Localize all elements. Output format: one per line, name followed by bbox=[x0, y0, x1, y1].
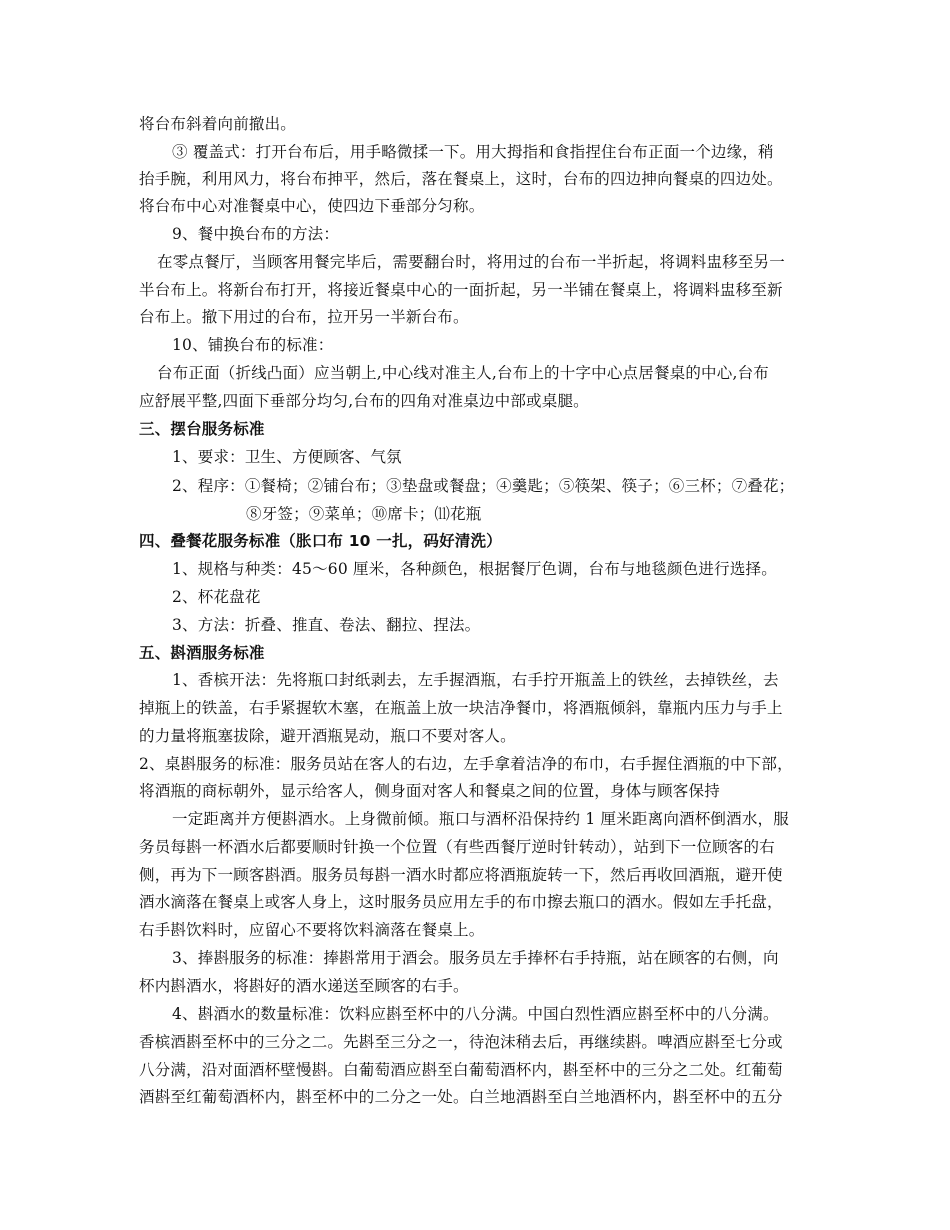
paragraph-line: ③ 覆盖式：打开台布后，用手略微揉一下。用大拇指和食指捏住台布正面一个边缘，稍 bbox=[172, 143, 774, 161]
paragraph-line: 应舒展平整,四面下垂部分均匀,台布的四角对准桌边中部或桌腿。 bbox=[139, 392, 589, 410]
paragraph-line: 在零点餐厅，当顾客用餐完毕后，需要翻台时，将用过的台布一半折起，将调料盅移至另一 bbox=[157, 253, 786, 271]
paragraph-line: 杯内斟酒水，将斟好的酒水递送至顾客的右手。 bbox=[139, 977, 469, 995]
list-item: 2、程序：①餐椅；②铺台布；③垫盘或餐盘；④羹匙；⑤筷架、筷子；⑥三杯；⑦叠花； bbox=[172, 477, 795, 495]
paragraph-line: 半台布上。将新台布打开，将接近餐桌中心的一面折起，另一半铺在餐桌上，将调料盅移至新 bbox=[139, 281, 783, 299]
paragraph-line: 掉瓶上的铁盖，右手紧握软木塞，在瓶盖上放一块洁净餐巾，将酒瓶倾斜，靠瓶内压力与手上 bbox=[139, 699, 783, 717]
paragraph-line: 将台布中心对准餐桌中心，使四边下垂部分匀称。 bbox=[139, 197, 485, 215]
paragraph-line: 2、桌斟服务的标准：服务员站在客人的右边，左手拿着洁净的布巾，右手握住酒瓶的中下部， bbox=[139, 755, 793, 773]
subsection-heading: 10、铺换台布的标准： bbox=[172, 336, 334, 354]
paragraph-line: 务员每斟一杯酒水后都要顺时针换一个位置（有些西餐厅逆时针转动），站到下一位顾客的右 bbox=[139, 838, 775, 856]
section-heading: 四、叠餐花服务标准（胀口布 10 一扎，码好清洗） bbox=[139, 532, 502, 550]
paragraph-line: 4、斟酒水的数量标准：饮料应斟至杯中的八分满。中国白烈性酒应斟至杯中的八分满。 bbox=[172, 1005, 779, 1023]
paragraph-line: 香槟酒斟至杯中的三分之二。先斟至三分之一，待泡沫稍去后，再继续斟。啤酒应斟至七分或 bbox=[139, 1033, 783, 1051]
paragraph-line: 的力量将瓶塞拔除，避开酒瓶晃动，瓶口不要对客人。 bbox=[139, 727, 516, 745]
paragraph-line: 3、捧斟服务的标准：捧斟常用于酒会。服务员左手捧杯右手持瓶，站在顾客的右侧，向 bbox=[172, 949, 779, 967]
paragraph-line: 酒斟至红葡萄酒杯内，斟至杯中的二分之一处。白兰地酒斟至白兰地酒杯内，斟至杯中的五分 bbox=[139, 1088, 783, 1106]
paragraph-line: 八分满，沿对面酒杯壁慢斟。白葡萄酒应斟至白葡萄酒杯内，斟至杯中的三分之二处。红葡萄 bbox=[139, 1061, 783, 1079]
paragraph-line: 将台布斜着向前撤出。 bbox=[139, 115, 297, 133]
paragraph-line: 将酒瓶的商标朝外，显示给客人，侧身面对客人和餐桌之间的位置，身体与顾客保持 bbox=[139, 782, 720, 800]
paragraph-line: 一定距离并方便斟酒水。上身微前倾。瓶口与酒杯沿保持约 1 厘米距离向酒杯倒酒水，服 bbox=[172, 810, 789, 828]
paragraph-line: 右手斟饮料时，应留心不要将饮料滴落在餐桌上。 bbox=[139, 921, 485, 939]
paragraph-line: 抬手腕，利用风力，将台布抻平，然后，落在餐桌上，这时，台布的四边抻向餐桌的四边处。 bbox=[139, 170, 783, 188]
list-item-continuation: ⑧牙签；⑨菜单；⑩席卡；⑾花瓶 bbox=[246, 505, 482, 523]
section-heading: 五、斟酒服务标准 bbox=[139, 644, 265, 662]
paragraph-line: 侧，再为下一顾客斟酒。服务员每斟一酒水时都应将酒瓶旋转一下，然后再收回酒瓶，避开使 bbox=[139, 866, 783, 884]
list-item: 1、规格与种类：45～60 厘米，各种颜色，根据餐厅色调，台布与地毯颜色进行选择。 bbox=[172, 560, 777, 578]
list-item: 2、杯花盘花 bbox=[172, 588, 261, 606]
paragraph-line: 台布正面（折线凸面）应当朝上,中心线对准主人,台布上的十字中心点居餐桌的中心,台布 bbox=[157, 364, 769, 382]
paragraph-line: 台布上。撤下用过的台布，拉开另一半新台布。 bbox=[139, 308, 469, 326]
list-item: 3、方法：折叠、推直、卷法、翻拉、捏法。 bbox=[172, 616, 481, 634]
section-heading: 三、摆台服务标准 bbox=[139, 420, 265, 438]
list-item: 1、要求：卫生、方便顾客、气氛 bbox=[172, 448, 402, 466]
paragraph-line: 酒水滴落在餐桌上或客人身上，这时服务员应用左手的布巾擦去瓶口的酒水。假如左手托盘， bbox=[139, 893, 783, 911]
paragraph-line: 1、香槟开法：先将瓶口封纸剥去，左手握酒瓶，右手拧开瓶盖上的铁丝，去掉铁丝，去 bbox=[172, 671, 779, 689]
subsection-heading: 9、餐中换台布的方法： bbox=[172, 225, 340, 243]
